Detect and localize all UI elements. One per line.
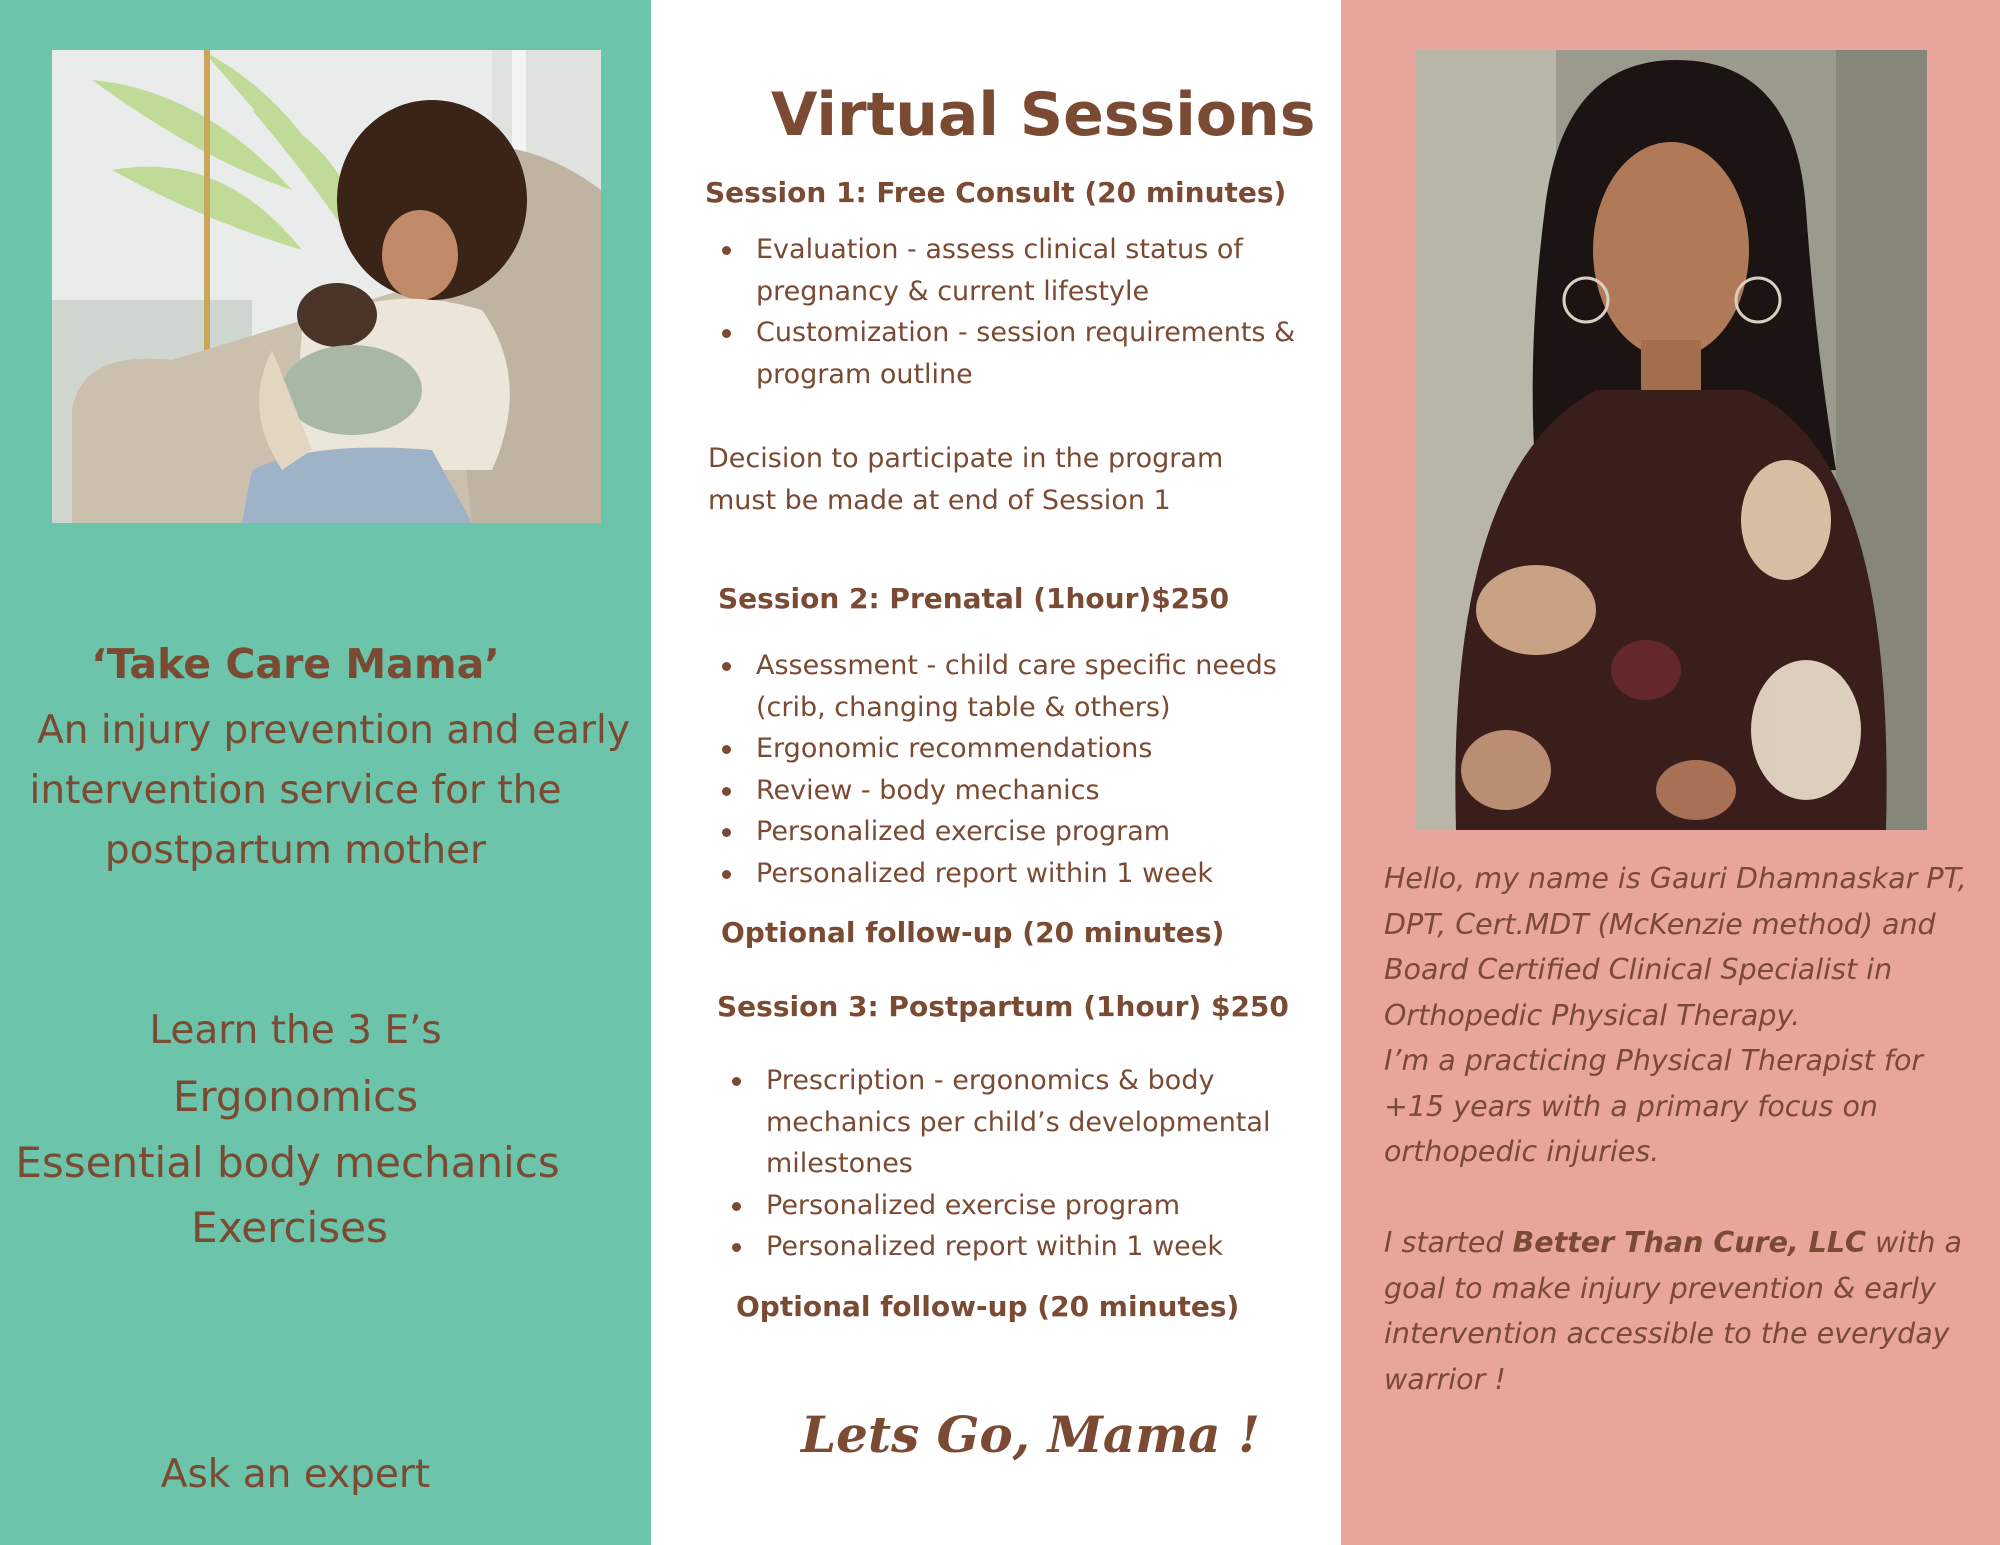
bio-experience: I’m a practicing Physical Therapist for +15 years with a primary focus on orthopedic injuries. [1384, 1044, 1924, 1168]
bio-started [1384, 1220, 1984, 1402]
session3-heading: Session 3: Postpartum (1hour) $250 [717, 990, 1289, 1023]
session3-list [724, 1060, 1324, 1268]
list-item: Prescription - ergonomics & body mechanics per child’s developmental milestones [724, 1060, 1324, 1185]
middle-panel [651, 0, 1341, 1545]
closing-slogan: Lets Go, Mama ! [801, 1405, 1260, 1464]
e-item: Essential body mechanics [15, 1138, 560, 1187]
tagline-line: An injury prevention and early [37, 708, 630, 753]
company-name: Better Than Cure, LLC [1512, 1226, 1866, 1259]
tagline-line: intervention service for the [29, 768, 562, 813]
session2-heading: Session 2: Prenatal (1hour)$250 [718, 582, 1230, 615]
bio-intro: Hello, my name is Gauri Dhamnaskar PT, DPT, Cert.MDT (McKenzie method) and Board Certified Clinical Specialist in Orthopedic Physical Therapy. [1384, 862, 1967, 1032]
list-item: Personalized report within 1 week [724, 1226, 1324, 1268]
program-name: ‘Take Care Mama’ [91, 640, 500, 688]
bio-started-prefix: I started [1384, 1226, 1504, 1259]
mother-nursing-photo [52, 50, 601, 523]
e-item: Exercises [191, 1203, 388, 1252]
list-item: Personalized exercise program [714, 811, 1334, 853]
tagline-line: postpartum mother [104, 828, 487, 873]
session1-list [714, 229, 1334, 395]
left-panel [0, 0, 651, 1545]
list-item: Personalized report within 1 week [714, 853, 1334, 895]
page-title: Virtual Sessions [771, 80, 1316, 150]
therapist-portrait-photo [1416, 50, 1927, 830]
decision-note: Decision to participate in the program must be made at end of Session 1 [708, 443, 1224, 516]
session2-list [714, 645, 1334, 894]
optional-followup: Optional follow-up (20 minutes) [721, 916, 1225, 949]
list-item: Review - body mechanics [714, 770, 1334, 812]
bio-started-suffix: with a goal to make injury prevention & early intervention accessible to the everyday warrior ! [1384, 1226, 1962, 1396]
session1-heading: Session 1: Free Consult (20 minutes) [705, 176, 1287, 209]
list-item: Personalized exercise program [724, 1185, 1324, 1227]
e-item: Ergonomics [172, 1072, 419, 1121]
list-item: Assessment - child care specific needs (crib, changing table & others) [714, 645, 1334, 728]
list-item: Customization - session requirements & program outline [714, 312, 1334, 395]
right-panel [1341, 0, 2000, 1545]
ask-expert-link[interactable]: Ask an expert [160, 1452, 431, 1497]
bio-text [1384, 856, 1984, 1402]
list-item: Ergonomic recommendations [714, 728, 1334, 770]
list-item: Evaluation - assess clinical status of pregnancy & current lifestyle [714, 229, 1334, 312]
optional-followup: Optional follow-up (20 minutes) [736, 1290, 1240, 1323]
learn-title: Learn the 3 E’s [149, 1008, 442, 1053]
